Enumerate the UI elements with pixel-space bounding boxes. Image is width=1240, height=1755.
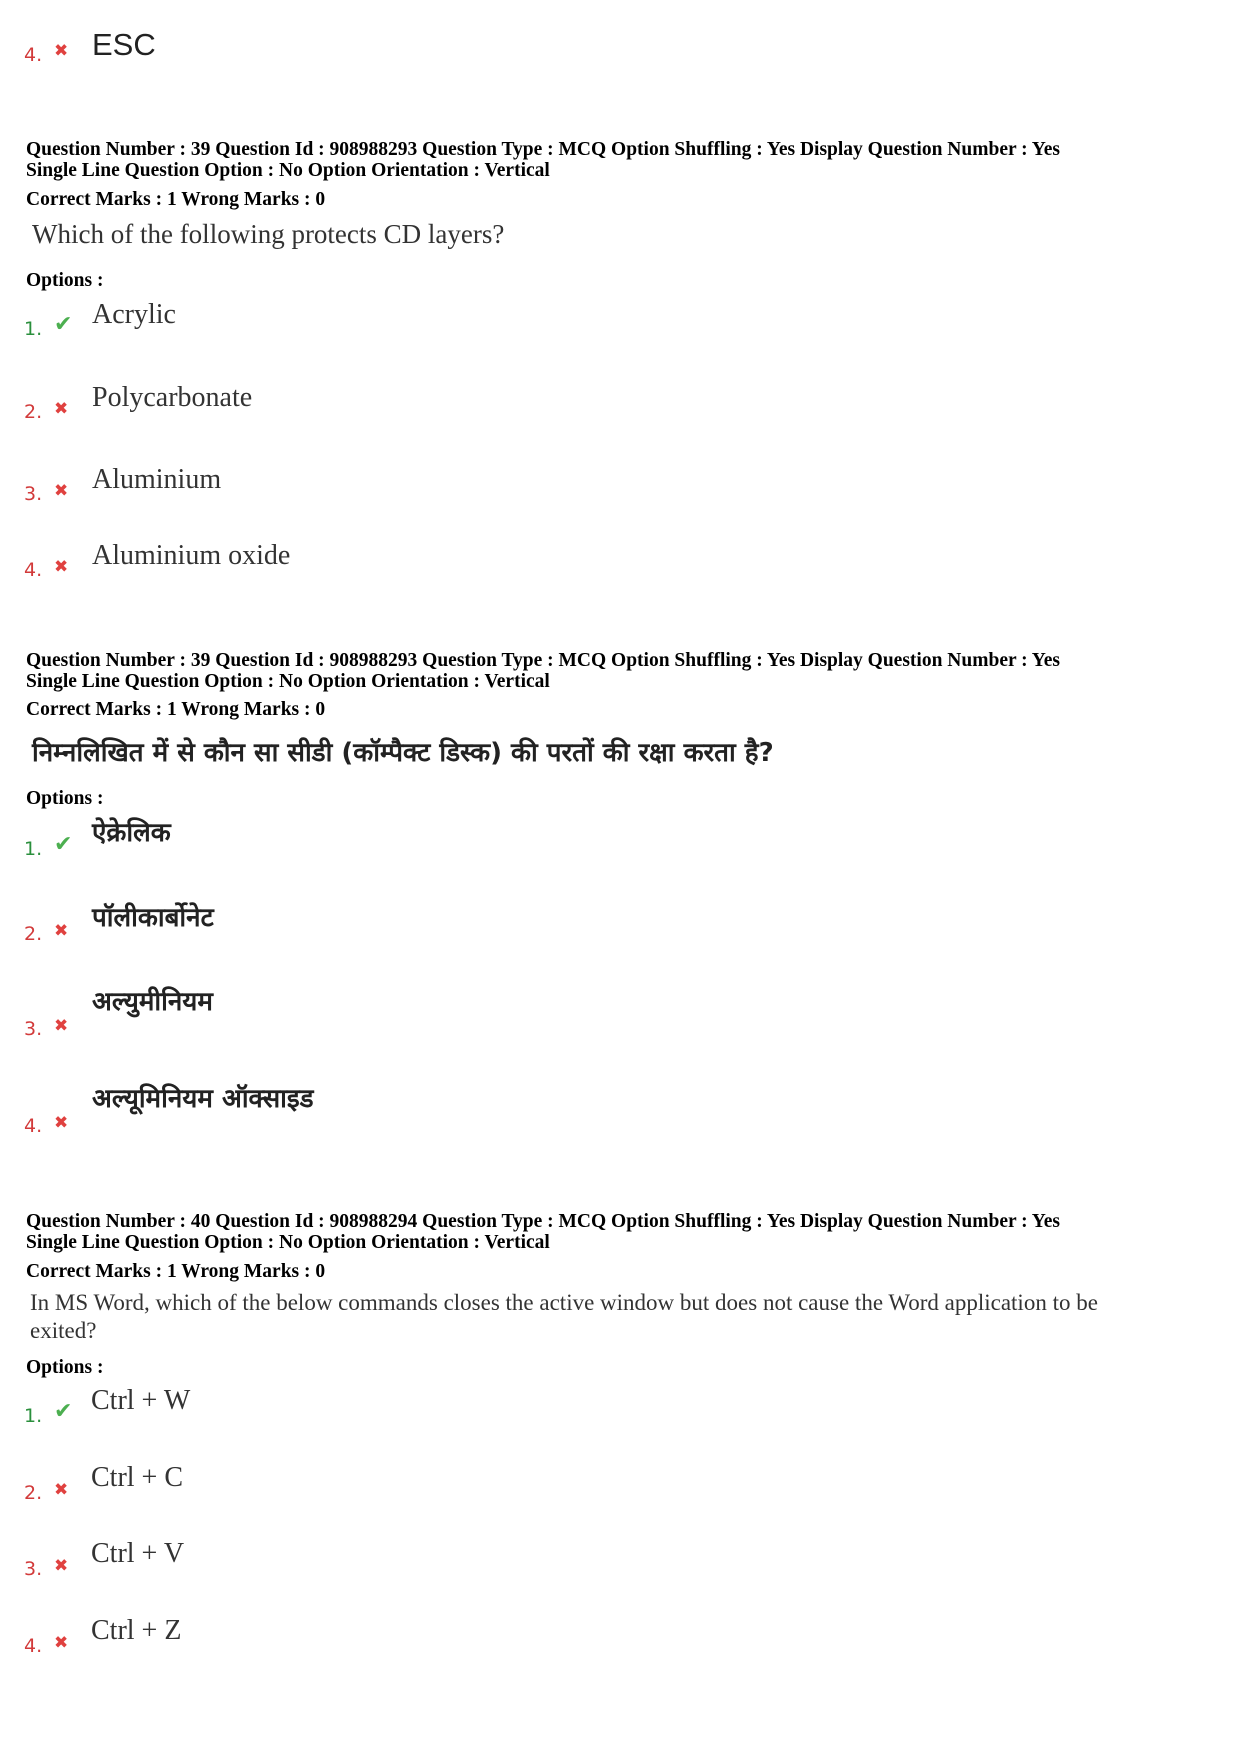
wrong-cross-icon: ✖ [54, 1556, 69, 1576]
question-text: In MS Word, which of the below commands closes the active window but does not cause the Word application to be [30, 1290, 1098, 1315]
option-text: ESC [92, 27, 156, 62]
question-meta-line: Single Line Question Option : No Option Orientation : Vertical [26, 1232, 550, 1253]
question-text: exited? [30, 1318, 97, 1343]
option-text: Ctrl + W [91, 1385, 191, 1416]
option-row [0, 1540, 1200, 1596]
wrong-cross-icon: ✖ [54, 1480, 69, 1500]
marks-line: Correct Marks : 1 Wrong Marks : 0 [26, 1261, 326, 1282]
question-text: Which of the following protects CD layers? [32, 219, 505, 249]
option-number: 4. [24, 1115, 43, 1137]
option-row [0, 1387, 1200, 1443]
option-text: पॉलीकार्बोनेट [92, 903, 214, 933]
question-text: निम्नलिखित में से कौन सा सीडी (कॉम्पैक्ट डिस्क) की परतों की रक्षा करता है? [32, 738, 774, 768]
option-row [0, 903, 1200, 959]
marks-line: Correct Marks : 1 Wrong Marks : 0 [26, 699, 326, 720]
option-text: Aluminium oxide [92, 540, 291, 571]
wrong-cross-icon: ✖ [54, 921, 69, 941]
option-number: 2. [24, 923, 43, 945]
option-number: 2. [24, 1482, 43, 1504]
option-row [0, 985, 1200, 1045]
option-text: Acrylic [92, 299, 176, 330]
options-label: Options : [26, 788, 104, 809]
option-number: 4. [24, 1635, 43, 1657]
option-row [0, 465, 1200, 521]
wrong-cross-icon: ✖ [54, 481, 69, 501]
options-label: Options : [26, 1357, 104, 1378]
option-text: अल्यूमिनियम ऑक्साइड [92, 1084, 314, 1114]
option-number: 3. [24, 1018, 43, 1040]
option-text: Ctrl + C [91, 1462, 184, 1493]
option-number: 4. [24, 559, 43, 581]
option-row [0, 27, 1200, 86]
question-meta-line: Question Number : 40 Question Id : 908988294 Question Type : MCQ Option Shuffling : Yes Display Question Number : Yes [26, 1211, 1060, 1232]
wrong-cross-icon: ✖ [54, 1113, 69, 1133]
option-number: 1. [24, 838, 43, 860]
option-row [0, 1617, 1200, 1673]
option-row [0, 1082, 1200, 1142]
option-number: 3. [24, 1558, 43, 1580]
correct-check-icon: ✔ [54, 1399, 73, 1424]
option-number: 1. [24, 318, 43, 340]
option-row [0, 818, 1200, 874]
option-text: अल्युमीनियम [92, 987, 213, 1017]
question-meta-line: Single Line Question Option : No Option Orientation : Vertical [26, 160, 550, 181]
marks-line: Correct Marks : 1 Wrong Marks : 0 [26, 189, 326, 210]
option-text: ऐक्रेलिक [92, 818, 171, 848]
option-number: 3. [24, 483, 43, 505]
option-row [0, 383, 1200, 439]
options-label: Options : [26, 270, 104, 291]
wrong-cross-icon: ✖ [54, 399, 69, 419]
wrong-cross-icon: ✖ [54, 557, 69, 577]
wrong-cross-icon: ✖ [54, 1016, 69, 1036]
wrong-cross-icon: ✖ [54, 1633, 69, 1653]
option-text: Ctrl + Z [91, 1615, 182, 1646]
option-row [0, 300, 1200, 356]
correct-check-icon: ✔ [54, 312, 73, 337]
question-meta-line: Single Line Question Option : No Option Orientation : Vertical [26, 671, 550, 692]
option-text: Polycarbonate [92, 382, 253, 413]
question-meta-line: Question Number : 39 Question Id : 908988293 Question Type : MCQ Option Shuffling : Yes Display Question Number : Yes [26, 650, 1060, 671]
option-number: 4. [24, 44, 43, 66]
option-row [0, 541, 1200, 597]
question-meta-line: Question Number : 39 Question Id : 908988293 Question Type : MCQ Option Shuffling : Yes Display Question Number : Yes [26, 139, 1060, 160]
option-text: Aluminium [92, 464, 222, 495]
option-row [0, 1464, 1200, 1520]
option-number: 2. [24, 401, 43, 423]
wrong-cross-icon: ✖ [54, 41, 69, 61]
correct-check-icon: ✔ [54, 832, 73, 857]
option-number: 1. [24, 1405, 43, 1427]
option-text: Ctrl + V [91, 1538, 185, 1569]
